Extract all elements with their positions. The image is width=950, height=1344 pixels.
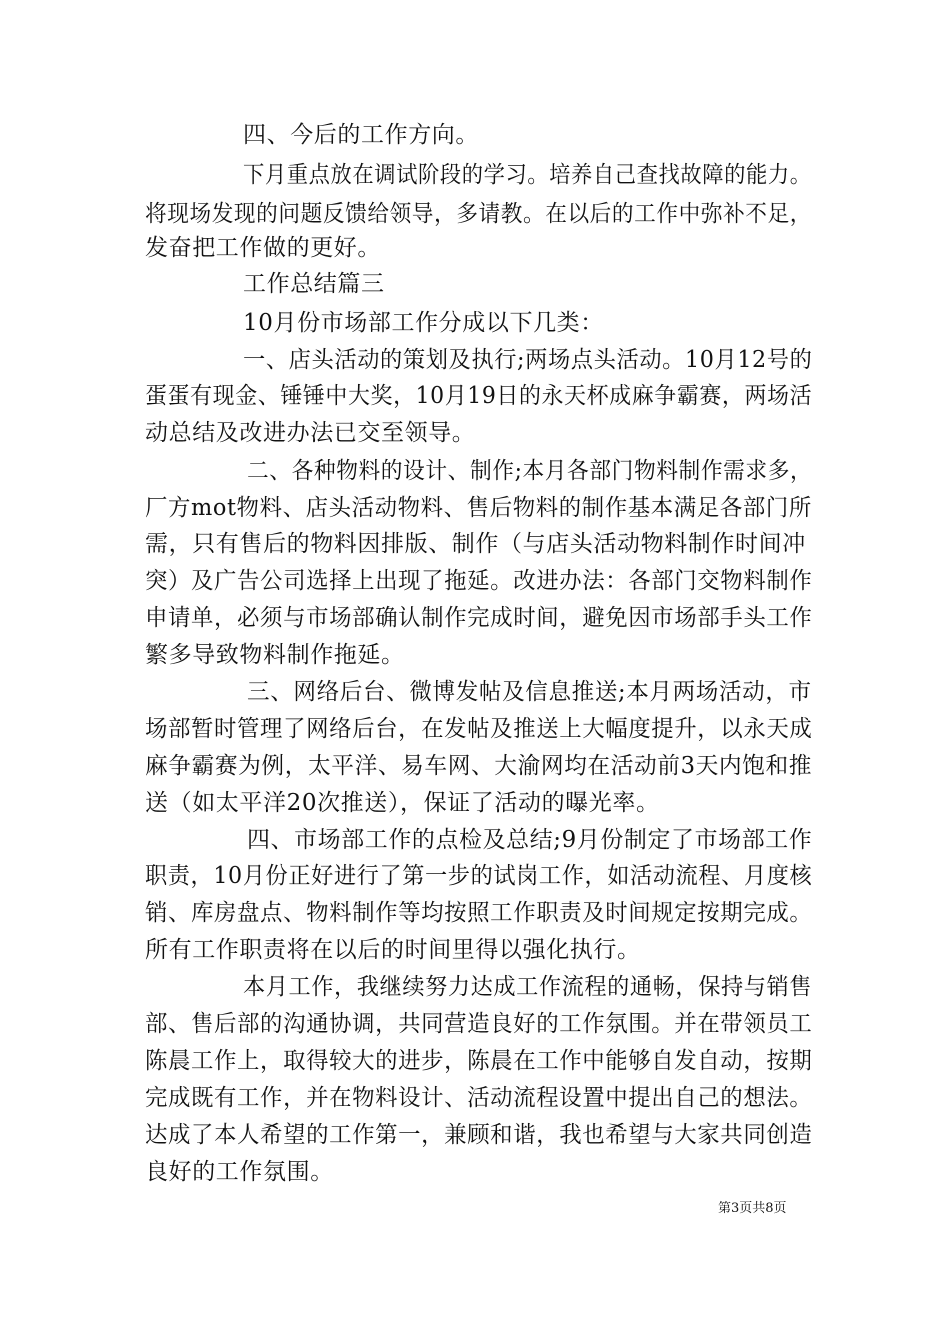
section-title: 工作总结篇三	[243, 271, 385, 297]
paragraph-line: 申请单，必须与市场部确认制作完成时间，避免因市场部手头工作	[145, 605, 813, 631]
paragraph-line: 陈晨工作上，取得较大的进步，陈晨在工作中能够自发自动，按期	[145, 1048, 813, 1074]
paragraph-line: 10月份市场部工作分成以下几类：	[243, 310, 604, 336]
paragraph-line: 部、售后部的沟通协调，共同营造良好的工作氛围。并在带领员工	[145, 1011, 813, 1037]
paragraph-line: 良好的工作氛围。	[145, 1159, 334, 1185]
paragraph-line: 达成了本人希望的工作第一，兼顾和谐，我也希望与大家共同创造	[145, 1122, 813, 1148]
paragraph-line: 麻争霸赛为例，太平洋、易车网、大渝网均在活动前3天内饱和推	[145, 753, 813, 779]
paragraph-line: 厂方mot物料、店头活动物料、售后物料的制作基本满足各部门所	[145, 495, 812, 521]
paragraph-line: 发奋把工作做的更好。	[145, 235, 381, 261]
paragraph-line: 一、店头活动的策划及执行;两场点头活动。10月12号的	[243, 347, 813, 373]
paragraph-line: 动总结及改进办法已交至领导。	[145, 420, 476, 446]
paragraph-line: 所有工作职责将在以后的时间里得以强化执行。	[145, 937, 641, 963]
paragraph-line: 四、市场部工作的点检及总结;9月份制定了市场部工作	[247, 827, 813, 853]
paragraph-line: 将现场发现的问题反馈给领导，多请教。在以后的工作中弥补不足，	[145, 201, 813, 227]
paragraph-line: 下月重点放在调试阶段的学习。培养自己查找故障的能力。	[243, 162, 812, 188]
paragraph-line: 蛋蛋有现金、锤锤中大奖，10月19日的永天杯成麻争霸赛，两场活	[145, 383, 813, 409]
paragraph-line: 三、网络后台、微博发帖及信息推送;本月两场活动，市	[247, 679, 812, 705]
paragraph-line: 需，只有售后的物料因排版、制作（与店头活动物料制作时间冲	[145, 531, 806, 557]
section-heading: 四、今后的工作方向。	[243, 122, 479, 148]
paragraph-line: 送（如太平洋20次推送），保证了活动的曝光率。	[145, 790, 660, 816]
page-number-footer: 第3页共8页	[718, 1201, 787, 1216]
paragraph-line: 二、各种物料的设计、制作;本月各部门物料制作需求多，	[247, 458, 813, 484]
paragraph-line: 职责，10月份正好进行了第一步的试岗工作，如活动流程、月度核	[145, 863, 813, 889]
paragraph-line: 完成既有工作，并在物料设计、活动流程设置中提出自己的想法。	[145, 1085, 813, 1111]
paragraph-line: 繁多导致物料制作拖延。	[145, 642, 405, 668]
paragraph-line: 销、库房盘点、物料制作等均按照工作职责及时间规定按期完成。	[145, 900, 813, 926]
paragraph-line: 本月工作，我继续努力达成工作流程的通畅，保持与销售	[243, 974, 812, 1000]
paragraph-line: 场部暂时管理了网络后台，在发帖及推送上大幅度提升，以永天成	[145, 716, 813, 742]
paragraph-line: 突）及广告公司选择上出现了拖延。改进办法：各部门交物料制作	[145, 568, 813, 594]
